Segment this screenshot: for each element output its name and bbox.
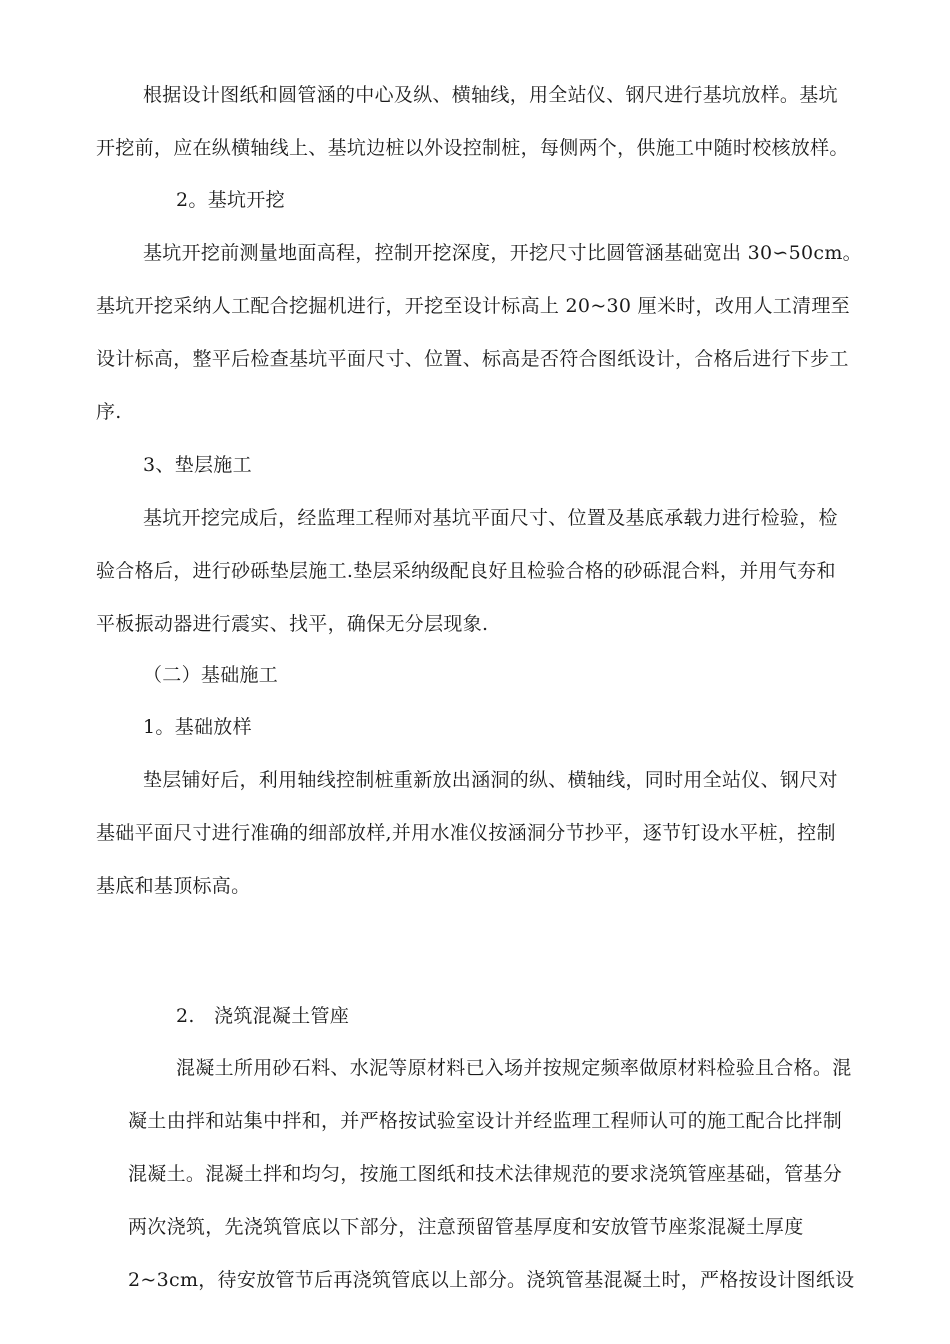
text-line: 验合格后，进行砂砾垫层施工.垫层采纳级配良好且检验合格的砂砾混合料，并用气夯和 [96, 560, 836, 582]
text-line: 根据设计图纸和圆管涵的中心及纵、横轴线，用全站仪、钢尺进行基坑放样。基坑 [143, 84, 838, 106]
text-line: 凝土由拌和站集中拌和，并严格按试验室设计并经监理工程师认可的施工配合比拌制 [128, 1110, 843, 1132]
section-heading: 3、垫层施工 [143, 454, 252, 476]
text-line: 序. [96, 401, 122, 423]
section-heading: （二）基础施工 [143, 664, 279, 686]
text-line: 基底和基顶标高。 [96, 875, 251, 897]
text-line: 基础平面尺寸进行准确的细部放样,并用水准仪按涵洞分节抄平，逐节钉设水平桩，控制 [96, 822, 836, 844]
text-line: 开挖前，应在纵横轴线上、基坑边桩以外设控制桩，每侧两个，供施工中随时校核放样。 [96, 137, 849, 159]
text-line: 基坑开挖采纳人工配合挖掘机进行，开挖至设计标高上 20~30 厘米时，改用人工清理至 [96, 295, 850, 317]
section-heading: 2. 浇筑混凝土管座 [176, 1005, 350, 1027]
section-heading: 2。基坑开挖 [176, 189, 285, 211]
text-line: 2~3cm，待安放管节后再浇筑管底以上部分。浇筑管基混凝土时，严格按设计图纸设 [128, 1269, 855, 1291]
text-line: 平板振动器进行震实、找平，确保无分层现象. [96, 613, 489, 635]
text-line: 设计标高，整平后检查基坑平面尺寸、位置、标高是否符合图纸设计，合格后进行下步工 [96, 348, 849, 370]
text-line: 基坑开挖完成后，经监理工程师对基坑平面尺寸、位置及基底承载力进行检验，检 [143, 507, 838, 529]
section-heading: 1。基础放样 [143, 716, 252, 738]
text-line: 混凝土所用砂石料、水泥等原材料已入场并按规定频率做原材料检验且合格。混 [176, 1057, 852, 1079]
text-line: 混凝土。混凝土拌和均匀，按施工图纸和技术法律规范的要求浇筑管座基础，管基分 [128, 1163, 843, 1185]
text-line: 垫层铺好后，利用轴线控制桩重新放出涵洞的纵、横轴线，同时用全站仪、钢尺对 [143, 769, 838, 791]
text-line: 基坑开挖前测量地面高程，控制开挖深度，开挖尺寸比圆管涵基础宽出 30∽50cm。 [143, 242, 862, 264]
text-line: 两次浇筑，先浇筑管底以下部分，注意预留管基厚度和安放管节座浆混凝土厚度 [128, 1216, 804, 1238]
